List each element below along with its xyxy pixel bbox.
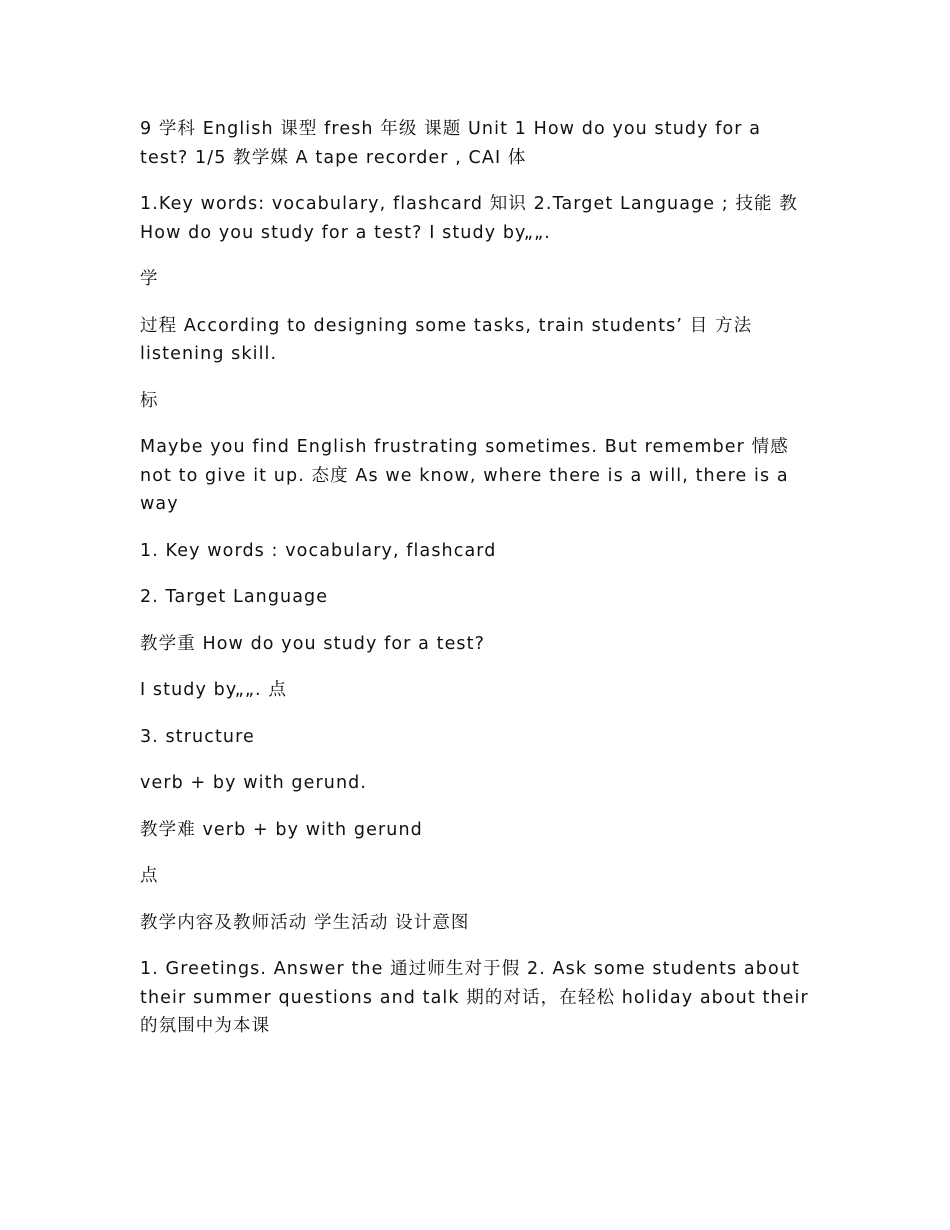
study-by-line: I study by„„. 点 <box>140 680 287 700</box>
greetings-paragraph: 1. Greetings. Answer the 通过师生对于假 2. Ask some students about their summer questions and talk 期的对话，在轻松 holiday about their 的氛围中为本课 <box>140 959 809 1036</box>
key-point-line: 教学重 How do you study for a test? <box>140 633 486 654</box>
difficulty-line: 教学难 verb + by with gerund <box>140 819 423 840</box>
document-body <box>140 115 812 1059</box>
emotion-attitude-paragraph: Maybe you find English frustrating sometimes. But remember 情感 not to give it up. 态度 As we know, where there is a will, there is a way <box>140 437 789 514</box>
fragment-biao: 标 <box>140 390 159 411</box>
gerund-line: verb + by with gerund. <box>140 773 368 793</box>
fragment-dian: 点 <box>140 866 159 886</box>
process-method-line: 过程 According to designing some tasks, train students’ 目 方法 listening skill. <box>140 315 753 364</box>
knowledge-skills-line: 1.Key words: vocabulary, flashcard 知识 2.Target Language ; 技能 教 How do you study for a test? I study by„„. <box>140 194 798 243</box>
activity-header-line: 教学内容及教师活动 学生活动 设计意图 <box>140 912 470 933</box>
key-words-item: 1. Key words : vocabulary, flashcard <box>140 540 497 561</box>
lesson-info-line: 9 学科 English 课型 fresh 年级 课题 Unit 1 How do you study for a test? 1/5 教学媒 A tape recorder , CAI 体 <box>140 119 762 168</box>
structure-item: 3. structure <box>140 726 255 747</box>
target-language-item: 2. Target Language <box>140 587 329 607</box>
fragment-xue: 学 <box>140 269 159 289</box>
